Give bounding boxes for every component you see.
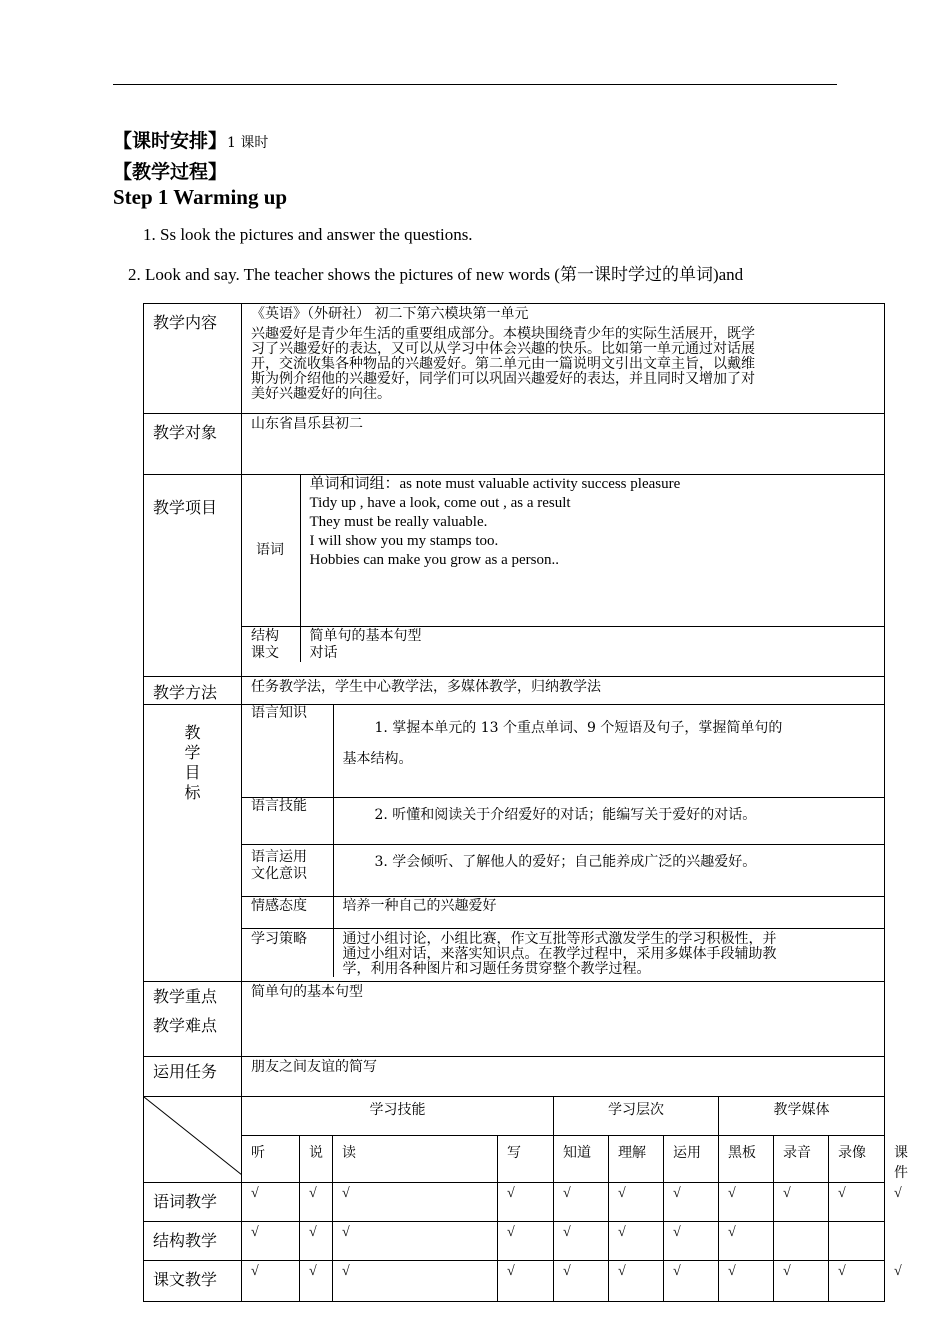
key-label-1: 教学重点 bbox=[153, 987, 218, 1006]
check-cell: √ bbox=[554, 1183, 609, 1222]
content-body-4: 斯为例介绍他的兴趣爱好，同学们可以巩固兴趣爱好的表达，并且同时又增加了对 bbox=[251, 371, 755, 387]
matrix-row-text: 课文教学 √ √ √ √ √ √ √ √ √ √ √ bbox=[144, 1261, 885, 1302]
check-cell: √ bbox=[774, 1261, 829, 1302]
check-cell: √ bbox=[498, 1261, 554, 1302]
vocab-line-4: I will show you my stamps too. bbox=[309, 533, 499, 549]
struct-label bbox=[242, 626, 300, 662]
items-label: 教学项目 bbox=[144, 475, 242, 677]
check-cell: √ bbox=[333, 1261, 498, 1302]
content-label: 教学内容 bbox=[144, 304, 242, 414]
check-cell: √ bbox=[498, 1183, 554, 1222]
check-cell: √ bbox=[774, 1183, 829, 1222]
strategy-text bbox=[333, 928, 884, 977]
check-cell: √ bbox=[333, 1222, 498, 1261]
content-body-1: 兴趣爱好是青少年生活的重要组成部分。本模块围绕青少年的实际生活展开，既学 bbox=[251, 326, 755, 342]
content-body-2: 习了兴趣爱好的表达，又可以从学习中体会兴趣的快乐。比如第一单元通过对话展 bbox=[251, 341, 755, 357]
skills-text: 2. 听懂和阅读关于介绍爱好的对话；能编写关于爱好的对话。 bbox=[333, 797, 884, 844]
matrix-row-label: 课文教学 bbox=[144, 1261, 242, 1302]
vocab-line-5: Hobbies can make you grow as a person.. bbox=[309, 552, 560, 568]
goals-char-2: 学 bbox=[184, 743, 201, 762]
group-levels: 学习层次 bbox=[554, 1097, 719, 1136]
row-task bbox=[144, 1057, 885, 1097]
knowledge-text-1: 1. 掌握本单元的 13 个重点单词、9 个短语及句子，掌握简单句的 bbox=[374, 720, 783, 736]
struct-value-1: 简单句的基本句型 bbox=[309, 627, 422, 644]
row-audience bbox=[144, 414, 885, 475]
matrix-row-label: 结构教学 bbox=[144, 1222, 242, 1261]
lesson-plan-table bbox=[143, 303, 908, 1302]
usage-label-1: 语言运用 bbox=[251, 848, 307, 865]
check-cell bbox=[829, 1222, 885, 1261]
matrix-row-vocab: 语词教学 √ √ √ √ √ √ √ √ √ √ √ bbox=[144, 1183, 885, 1222]
method-value: 任务教学法，学生中心教学法，多媒体教学，归纳教学法 bbox=[242, 677, 885, 705]
goals-char-3: 目 bbox=[184, 763, 201, 782]
check-cell: √ bbox=[300, 1183, 333, 1222]
check-cell: √ bbox=[609, 1183, 664, 1222]
sub-understand: 理解 bbox=[609, 1136, 664, 1183]
skills-label: 语言技能 bbox=[242, 797, 333, 844]
process-heading: 【教学过程】 bbox=[113, 161, 228, 183]
check-cell: √ bbox=[664, 1183, 719, 1222]
task-label: 运用任务 bbox=[144, 1057, 242, 1097]
task-value: 朋友之间友谊的简写 bbox=[242, 1057, 885, 1097]
row-content bbox=[144, 304, 885, 414]
goals-char-1: 教 bbox=[184, 723, 201, 742]
check-cell: √ bbox=[300, 1222, 333, 1261]
vocab-line-1: 单词和词组：as note must valuable activity success pleasure bbox=[309, 476, 681, 492]
strategy-label: 学习策略 bbox=[242, 928, 333, 977]
knowledge-label: 语言知识 bbox=[251, 705, 307, 721]
check-cell: √ bbox=[609, 1261, 664, 1302]
check-cell: √ bbox=[664, 1222, 719, 1261]
schedule-heading bbox=[113, 126, 268, 153]
check-cell: √ bbox=[719, 1183, 774, 1222]
vocab-label: 语词 bbox=[256, 541, 284, 558]
check-cell: √ bbox=[829, 1183, 885, 1222]
check-cell: √ bbox=[719, 1261, 774, 1302]
struct-value-2: 对话 bbox=[309, 644, 338, 661]
row-goals bbox=[144, 705, 885, 982]
diagonal-line bbox=[144, 1097, 242, 1175]
audience-label: 教学对象 bbox=[144, 414, 242, 475]
check-cell bbox=[774, 1222, 829, 1261]
sub-write: 写 bbox=[498, 1136, 554, 1183]
method-label: 教学方法 bbox=[144, 677, 242, 705]
matrix-row-label: 语词教学 bbox=[144, 1183, 242, 1222]
header-rule bbox=[113, 84, 837, 85]
key-label-2: 教学难点 bbox=[153, 1016, 218, 1035]
sub-know: 知道 bbox=[554, 1136, 609, 1183]
goals-label bbox=[144, 705, 242, 982]
usage-text: 3. 学会倾听、了解他人的爱好；自己能养成广泛的兴趣爱好。 bbox=[333, 844, 884, 896]
sub-read: 读 bbox=[333, 1136, 498, 1183]
sub-speak: 说 bbox=[300, 1136, 333, 1183]
attitude-label: 情感态度 bbox=[242, 896, 333, 928]
check-cell: √ bbox=[242, 1183, 300, 1222]
matrix-group-row bbox=[144, 1097, 885, 1136]
check-cell: √ bbox=[719, 1222, 774, 1261]
row-items bbox=[144, 475, 885, 677]
goals-char-4: 标 bbox=[184, 783, 201, 802]
key-value: 简单句的基本句型 bbox=[242, 982, 885, 1057]
strategy-line-3: 学，利用各种图片和习题任务贯穿整个教学过程。 bbox=[342, 960, 651, 977]
goals-cell bbox=[242, 705, 885, 982]
strategy-line-2: 通过小组对话，来落实知识点。在教学过程中，采用多媒体手段辅助教 bbox=[342, 945, 777, 962]
vocab-line-2: Tidy up , have a look, come out , as a result bbox=[309, 495, 571, 511]
vocab-line-3: They must be really valuable. bbox=[309, 514, 488, 530]
sub-listen: 听 bbox=[242, 1136, 300, 1183]
row-key bbox=[144, 982, 885, 1057]
matrix-row-structure bbox=[144, 1222, 885, 1261]
row-method bbox=[144, 677, 885, 705]
items-cell bbox=[242, 475, 885, 677]
content-cell bbox=[242, 304, 885, 414]
group-skills: 学习技能 bbox=[242, 1097, 554, 1136]
check-cell: √ bbox=[554, 1222, 609, 1261]
check-cell: √ bbox=[498, 1222, 554, 1261]
strategy-line-1: 通过小组讨论，小组比赛，作文互批等形式激发学生的学习积极性，并 bbox=[342, 930, 777, 947]
attitude-text: 培养一种自己的兴趣爱好 bbox=[333, 896, 884, 928]
schedule-value: 1 课时 bbox=[227, 135, 269, 151]
struct-label-2: 课文 bbox=[251, 644, 279, 661]
sub-blackboard: 黑板 bbox=[719, 1136, 774, 1183]
check-cell: √ bbox=[300, 1261, 333, 1302]
check-cell: √ bbox=[554, 1261, 609, 1302]
key-label bbox=[144, 982, 242, 1057]
check-cell: √ bbox=[242, 1261, 300, 1302]
knowledge-text-2: 基本结构。 bbox=[342, 751, 413, 767]
audience-value: 山东省昌乐县初二 bbox=[242, 414, 885, 475]
struct-value bbox=[300, 626, 884, 662]
content-body-3: 开，交流收集各种物品的兴趣爱好。第二单元由一篇说明文引出文章主旨，以戴维 bbox=[251, 356, 755, 372]
step-title: Step 1 Warming up bbox=[113, 185, 288, 209]
instruction-line-2: 2. Look and say. The teacher shows the pictures of new words (第一课时学过的单词)and bbox=[128, 265, 744, 284]
sub-apply: 运用 bbox=[664, 1136, 719, 1183]
check-cell: √ bbox=[829, 1261, 885, 1302]
check-cell: √ bbox=[609, 1222, 664, 1261]
sub-audio: 录音 bbox=[774, 1136, 829, 1183]
check-cell: √ bbox=[333, 1183, 498, 1222]
matrix-corner bbox=[144, 1097, 242, 1183]
struct-label-1: 结构 bbox=[251, 627, 279, 644]
check-cell: √ bbox=[242, 1222, 300, 1261]
group-media: 教学媒体 bbox=[719, 1097, 885, 1136]
instruction-line-1: 1. Ss look the pictures and answer the questions. bbox=[143, 225, 473, 244]
usage-label bbox=[242, 844, 333, 896]
content-body-5: 美好兴趣爱好的向往。 bbox=[251, 386, 391, 402]
check-cell: √ bbox=[664, 1261, 719, 1302]
vocab-cell bbox=[300, 475, 884, 626]
schedule-label: 【课时安排】 bbox=[113, 130, 228, 152]
matrix-subheader-row: 听 说 读 写 知道 理解 运用 黑板 录音 录像 课件 bbox=[144, 1136, 885, 1183]
sub-video: 录像 bbox=[829, 1136, 885, 1183]
knowledge-text bbox=[333, 705, 884, 797]
content-title: 《英语》（外研社） 初二下第六模块第一单元 bbox=[251, 306, 529, 322]
usage-label-2: 文化意识 bbox=[251, 865, 307, 882]
